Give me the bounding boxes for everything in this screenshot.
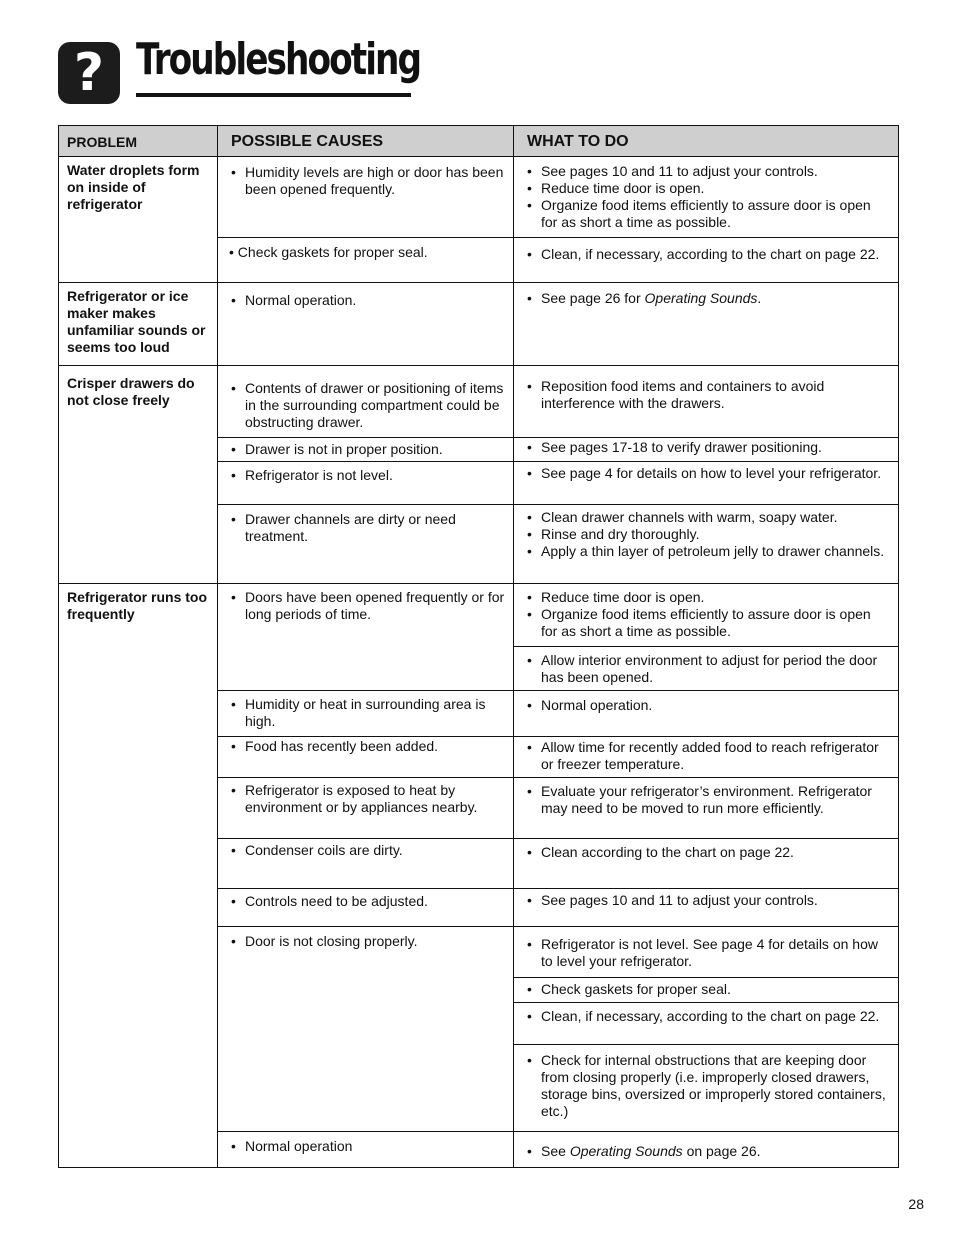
page-number: 28 [908,1196,924,1212]
header-causes: POSSIBLE CAUSES [231,133,384,150]
cause-cell [231,893,513,910]
cause-cell [231,842,513,859]
cause-cell [231,467,513,484]
list-item: • Food has recently been added. [231,738,513,755]
list-item: • Apply a thin layer of petroleum jelly to drawer channels. [527,543,887,560]
todo-cell [527,589,887,640]
table-header [59,126,898,157]
todo-cell [527,465,887,482]
row-divider [514,977,898,978]
row-divider [218,888,898,889]
row-divider [218,926,898,927]
list-item: • Refrigerator is not level. See page 4 for details on how to level your refrigerator. [527,936,887,970]
row-divider [514,1044,898,1045]
row-divider [218,237,898,238]
list-item: • Contents of drawer or positioning of items in the surrounding compartment could be obstructing drawer. [231,380,513,431]
list-item: • Rinse and dry thoroughly. [527,526,887,543]
header-problem: PROBLEM [67,134,137,150]
todo-cell [527,981,887,998]
list-item: • Reposition food items and containers to avoid interference with the drawers. [527,378,887,412]
cause-cell [231,696,513,730]
cause-cell [231,933,513,950]
row-divider [218,1131,898,1132]
question-mark-icon: ? [58,42,120,104]
todo-cell [527,1143,887,1160]
row-divider [218,736,898,737]
row-divider [59,282,898,283]
list-item: • Check for internal obstructions that are keeping door from closing properly (i.e. improperly closed drawers, storage bins, oversized or improperly stored containers, etc.) [527,1052,887,1120]
list-item: • See pages 17-18 to verify drawer positioning. [527,439,887,456]
list-item: • Refrigerator is not level. [231,467,513,484]
list-item: • Clean, if necessary, according to the chart on page 22. [527,246,887,263]
list-item: • Humidity levels are high or door has been been opened frequently. [231,164,513,198]
todo-cell [527,1052,887,1120]
problem-label: Refrigerator runs too frequently [67,589,208,622]
list-item: • Reduce time door is open. [527,180,887,197]
list-item: • See pages 10 and 11 to adjust your controls. [527,163,887,180]
row-divider [514,1002,898,1003]
cause-cell [229,244,511,261]
page-title: Troubleshooting [136,34,421,85]
list-item: • Normal operation. [527,697,887,714]
row-divider [218,504,898,505]
list-item: • Normal operation. [231,292,513,309]
row-divider [59,583,898,584]
list-item: • Check gaskets for proper seal. [229,244,428,260]
todo-cell [527,892,887,909]
row-divider [218,777,898,778]
cause-cell [231,380,513,431]
title-underline [136,93,411,97]
problem-label: Water droplets form on inside of refrigerator [67,162,200,212]
problem-label: Refrigerator or ice maker makes unfamiliar sounds or seems too loud [67,288,206,355]
cause-cell [231,589,513,623]
todo-cell [527,163,887,231]
cause-cell [231,511,513,545]
list-item: • Organize food items efficiently to assure door is open for as short a time as possible. [527,606,887,640]
list-item: • Condenser coils are dirty. [231,842,513,859]
list-item: • Normal operation [231,1138,513,1155]
problem-label: Crisper drawers do not close freely [67,375,195,408]
cause-cell [231,782,513,816]
list-item: • Allow time for recently added food to reach refrigerator or freezer temperature. [527,739,887,773]
todo-cell [527,290,887,307]
troubleshooting-table [58,125,899,1168]
list-item: • Doors have been opened frequently or for long periods of time. [231,589,513,623]
todo-cell [527,844,887,861]
list-item: • Check gaskets for proper seal. [527,981,887,998]
row-divider [218,461,898,462]
todo-cell [527,439,887,456]
todo-cell [527,246,887,263]
list-item: • See page 26 for Operating Sounds. [527,290,887,307]
cause-cell [231,1138,513,1155]
row-divider [218,690,898,691]
list-item: • Drawer is not in proper position. [231,441,513,458]
list-item: • Refrigerator is exposed to heat by environment or by appliances nearby. [231,782,513,816]
row-divider [59,365,898,366]
cause-cell [231,164,513,198]
todo-cell [527,1008,887,1025]
todo-cell [527,378,887,412]
list-item: • Organize food items efficiently to assure door is open for as short a time as possible. [527,197,887,231]
list-item: • Clean according to the chart on page 22. [527,844,887,861]
list-item: • Humidity or heat in surrounding area is high. [231,696,513,730]
list-item: • Allow interior environment to adjust for period the door has been opened. [527,652,887,686]
todo-cell [527,936,887,970]
list-item: • Clean drawer channels with warm, soapy water. [527,509,887,526]
cause-cell [231,292,513,309]
header-todo: WHAT TO DO [527,133,629,150]
row-divider [514,646,898,647]
todo-cell [527,652,887,686]
todo-cell [527,783,887,817]
row-divider [218,838,898,839]
list-item: • Clean, if necessary, according to the chart on page 22. [527,1008,887,1025]
list-item: • See Operating Sounds on page 26. [527,1143,887,1160]
todo-cell [527,509,887,560]
todo-cell [527,697,887,714]
list-item: • Door is not closing properly. [231,933,513,950]
cause-cell [231,441,513,458]
list-item: • Drawer channels are dirty or need treatment. [231,511,513,545]
list-item: • See page 4 for details on how to level your refrigerator. [527,465,887,482]
cause-cell [231,738,513,755]
row-divider [218,437,898,438]
list-item: • Evaluate your refrigerator’s environment. Refrigerator may need to be moved to run more efficiently. [527,783,887,817]
todo-cell [527,739,887,773]
list-item: • Controls need to be adjusted. [231,893,513,910]
list-item: • See pages 10 and 11 to adjust your controls. [527,892,887,909]
list-item: • Reduce time door is open. [527,589,887,606]
